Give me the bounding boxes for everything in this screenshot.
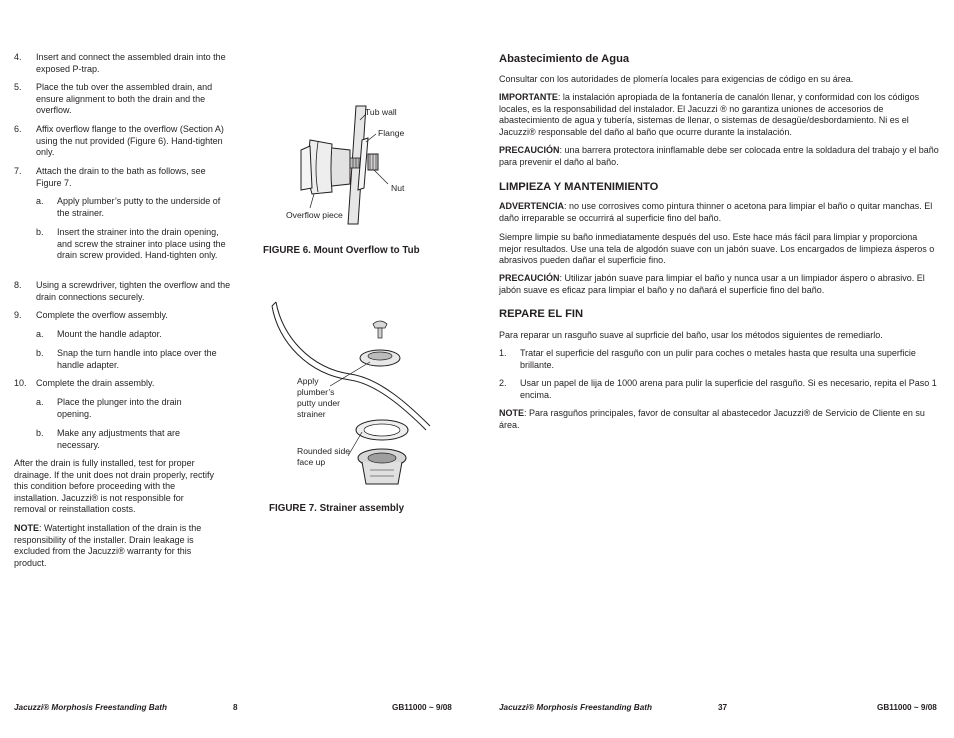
step-text: Using a screwdriver, tighten the overflow and the drain connections securely. — [36, 280, 231, 302]
footer-product-title: Jacuzzi® Morphosis Freestanding Bath — [14, 703, 167, 712]
label-overflow-piece: Overflow piece — [286, 210, 343, 220]
advertencia-label: ADVERTENCIA — [499, 201, 565, 211]
footer-product-title: Jacuzzi® Morphosis Freestanding Bath — [499, 703, 652, 712]
step-text: Snap the turn handle into place over the handle adapter. — [57, 348, 217, 370]
precaucion-text: : Utilizar jabón suave para limpiar el baño y nunca usar a un limpiador áspero o abrasivo. El jabón suave es eficaz para limpiar el baño y no dañará el superficie fino del baño. — [499, 273, 925, 295]
heading-abastecimiento: Abastecimiento de Agua — [499, 53, 630, 65]
para-advertencia — [499, 201, 939, 224]
step-number: a. — [36, 196, 44, 206]
step-text: Apply plumber’s putty to the underside of the strainer. — [57, 196, 221, 218]
note-text: : Watertight installation of the drain is the responsibility of the installer. Drain leakage is excluded from the Jacuzzi® warranty for this product. — [14, 523, 202, 568]
figure-7-caption: FIGURE 7. Strainer assembly — [269, 503, 405, 514]
step-text: Insert and connect the assembled drain into the exposed P-trap. — [36, 52, 226, 74]
step-number: b. — [36, 428, 44, 438]
footer-doc-code: GB11000 ~ 9/08 — [877, 703, 937, 712]
label-flange: Flange — [378, 128, 405, 138]
step-number: 6. — [14, 124, 22, 134]
after-install-paragraph: After the drain is fully installed, test for proper drainage. If the unit does not drain properly, rectify this condition before proceeding with the installation. Jacuzzi® is not responsible for removal or reinstallation costs. — [14, 458, 214, 514]
step-number: a. — [36, 329, 44, 339]
step-text: Make any adjustments that are necessary. — [57, 428, 181, 450]
figure-6-caption: FIGURE 6. Mount Overflow to Tub — [263, 245, 420, 256]
step-number: 1. — [499, 348, 507, 358]
step-text: Tratar el superficie del rasguño con un pulir para coches o metales hasta que resulta una superficie brillante. — [520, 348, 916, 370]
para-importante — [499, 92, 939, 138]
step-number: b. — [36, 348, 44, 358]
step-number: 10. — [14, 378, 27, 388]
heading-limpieza: LIMPIEZA Y MANTENIMIENTO — [499, 181, 659, 193]
precaucion-label: PRECAUCIÓN — [499, 145, 560, 155]
step-text: Complete the drain assembly. — [36, 378, 155, 388]
note-label: NOTE — [14, 523, 40, 533]
importante-label: IMPORTANTE — [499, 92, 558, 102]
step-number: a. — [36, 397, 44, 407]
label-nut: Nut — [391, 183, 405, 193]
note-label: NOTE — [499, 408, 525, 418]
para-precaucion-2 — [499, 273, 939, 296]
para-note-es — [499, 408, 939, 431]
label-apply-putty: Apply plumber’s putty under strainer — [297, 376, 340, 419]
step-number: 4. — [14, 52, 22, 62]
importante-text: : la instalación apropiada de la fontanería de canalón llenar, y conformidad con los códigos locales, es la responsabilidad del instalador. El Jacuzzi ® no garantiza uniones de accesorios de abastecimiento de agua y tubería, sistemas de llenar, o sistemas de desagüe/desbordamiento. Ni es el Jacuzzi® responsable del daño al baño que ocurre durante la instalación. — [499, 92, 920, 137]
step-number: b. — [36, 227, 44, 237]
label-tub-wall: Tub wall — [365, 107, 397, 117]
advertencia-text: : no use corrosives como pintura thinner o acetona para limpiar el baño o quitar manchas. El daño irreparable se occurrirá al superficie fino del baño. — [499, 201, 933, 223]
step-text: Place the plunger into the drain opening. — [57, 397, 182, 419]
footer-page-number: 8 — [233, 703, 238, 712]
heading-repare: REPARE EL FIN — [499, 308, 584, 320]
para-precaucion-1 — [499, 145, 939, 168]
step-text: Insert the strainer into the drain opening, and screw the strainer into place using the drain screw provided. Hand-tighten only. — [57, 227, 226, 260]
precaucion-text: : una barrera protectora ininflamable debe ser colocada entre la soldadura del trabajo y el baño para prevenir el daño al baño. — [499, 145, 939, 167]
note-paragraph — [14, 523, 219, 569]
step-text: Affix overflow flange to the overflow (Section A) using the nut provided (Figure 6). Hand-tighten only. — [36, 124, 224, 157]
step-text: Attach the drain to the bath as follows, see Figure 7. — [36, 166, 206, 188]
step-number: 7. — [14, 166, 22, 176]
step-text: Mount the handle adaptor. — [57, 329, 162, 339]
step-text: Place the tub over the assembled drain, and ensure alignment to both the drain and the overflow. — [36, 82, 213, 115]
footer-doc-code: GB11000 ~ 9/08 — [392, 703, 452, 712]
footer-page-number: 37 — [718, 703, 728, 712]
step-number: 5. — [14, 82, 22, 92]
step-text: Usar un papel de lija de 1000 arena para pulir la superficie del rasguño. Si es necesario, repita el Paso 1 encima. — [520, 378, 937, 400]
para-siempre: Siempre limpie su baño inmediatamente después del uso. Este hace más fácil para limpiar y proporciona mejor resultados. Use una tela de algodón suave con un jabón suave. Los encargados de limpieza ásperos o abrasivos pueden dañar el superficie fino. — [499, 232, 935, 265]
label-rounded-side: Rounded side face up — [297, 446, 351, 467]
step-number: 8. — [14, 280, 22, 290]
step-text: Complete the overflow assembly. — [36, 310, 168, 320]
para-consultar: Consultar con los autoridades de plomería locales para exigencias de código en su área. — [499, 74, 854, 84]
note-text: : Para rasguños principales, favor de consultar al abastecedor Jacuzzi® de Servicio de Cliente en su área. — [499, 408, 925, 430]
step-number: 2. — [499, 378, 507, 388]
precaucion-label: PRECAUCIÓN — [499, 273, 560, 283]
para-reparar: Para reparar un rasguño suave al suprficie del baño, usar los métodos siguientes de remediarlo. — [499, 330, 883, 340]
step-number: 9. — [14, 310, 22, 320]
